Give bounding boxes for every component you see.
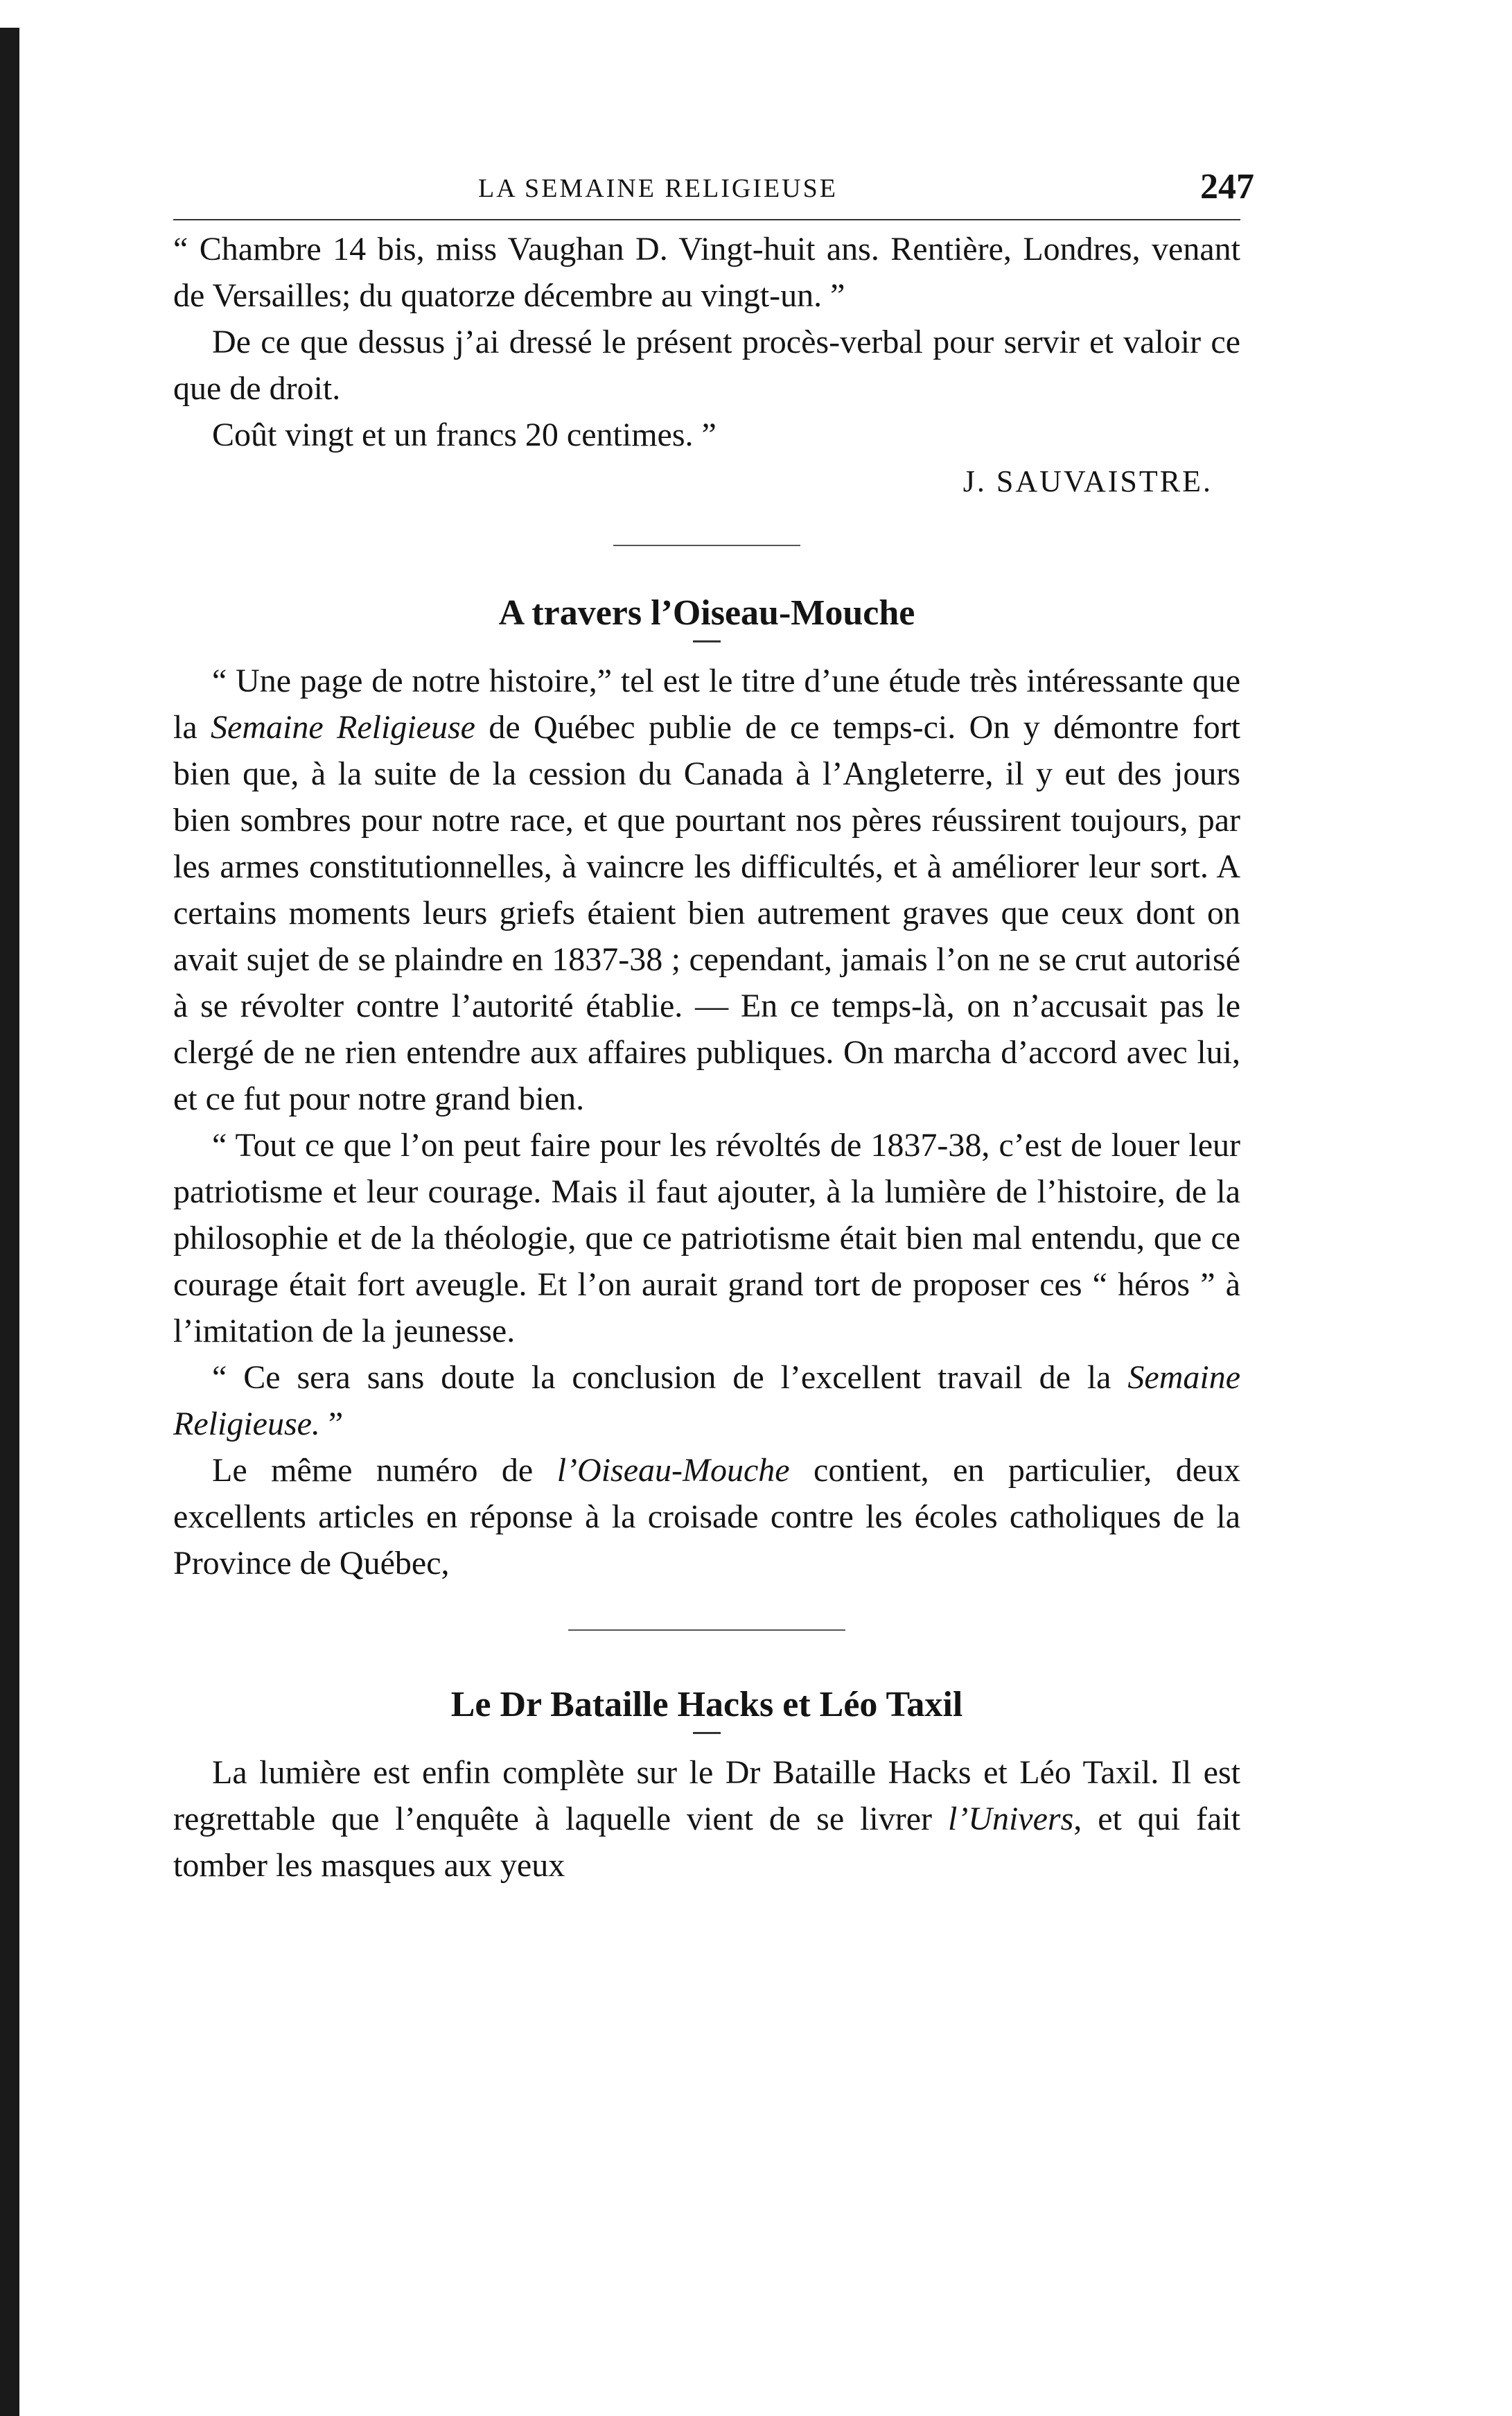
section-separator [568,1629,845,1631]
letter-paragraph-3: Coût vingt et un francs 20 centimes. ” [212,417,717,453]
page [173,166,1254,1889]
running-title: LA SEMAINE RELIGIEUSE [478,174,838,203]
article1-paragraph-2: “ Tout ce que l’on peut faire pour les révoltés de 1837-38, c’est de louer leur patriotisme et leur courage. Mais il faut ajouter, à la lumière de l’histoire, de la philosophie et de la théologie, que ce patriotisme était bien mal entendu, que ce courage était fort aveugle. Et l’on aurait grand tort de proposer ces “ héros ” à l’imitation de la jeunesse. [173,1127,1240,1349]
running-header [173,166,1254,215]
letter-paragraph-2: De ce que dessus j’ai dressé le présent procès-verbal pour servir et valoir ce que de droit. [173,324,1240,407]
header-rule [173,219,1240,220]
letter-paragraph-1: “ Chambre 14 bis, miss Vaughan D. Vingt-huit ans. Rentière, Londres, venant de Versailles; du quatorze décembre au vingt-un. ” [173,231,1240,314]
signature: J. SAUVAISTRE. [962,464,1213,498]
title-dash [693,1732,721,1734]
article1-paragraph-1: “ Une page de notre histoire,” tel est le titre d’une étude très intéressante que la Semaine Religieuse de Québec publie de ce temps-ci. On y démontre fort bien que, à la suite de la cession du Canada à l’Angleterre, il y eut des jours bien sombres pour notre race, et que pourtant nos pères réussirent toujours, par les armes constitutionnelles, à vaincre les difficultés, et à améliorer leur sort. A certains moments leurs griefs étaient bien autrement graves que ceux dont on avait sujet de se plaindre en 1837-38 ; cependant, jamais l’on ne se crut autorisé à se révolter contre l’autorité établie. — En ce temps-là, on n’accusait pas le clergé de ne rien entendre aux affaires publiques. On marcha d’accord avec lui, et ce fut pour notre grand bien. [173,663,1241,1117]
article-title-bataille-taxil: Le Dr Bataille Hacks et Léo Taxil [450,1685,963,1724]
page-number: 247 [1200,167,1254,207]
article2-paragraph-1: La lumière est enfin complète sur le Dr Bataille Hacks et Léo Taxil. Il est regrettable que l’enquête à laquelle vient de se livrer l’Univers, et qui fait tomber les masques aux yeux [173,1754,1240,1884]
article1-paragraph-3: “ Ce sera sans doute la conclusion de l’excellent travail de la Semaine Religieuse. ” [173,1359,1240,1442]
article-title-oiseau-mouche: A travers l’Oiseau-Mouche [498,593,915,633]
article1-paragraph-4: Le même numéro de l’Oiseau-Mouche contient, en particulier, deux excellents articles en réponse à la croisade contre les écoles catholiques de la Province de Québec, [173,1452,1240,1582]
title-dash [693,640,721,642]
page-binding-edge [0,28,19,2416]
section-separator [613,545,800,546]
